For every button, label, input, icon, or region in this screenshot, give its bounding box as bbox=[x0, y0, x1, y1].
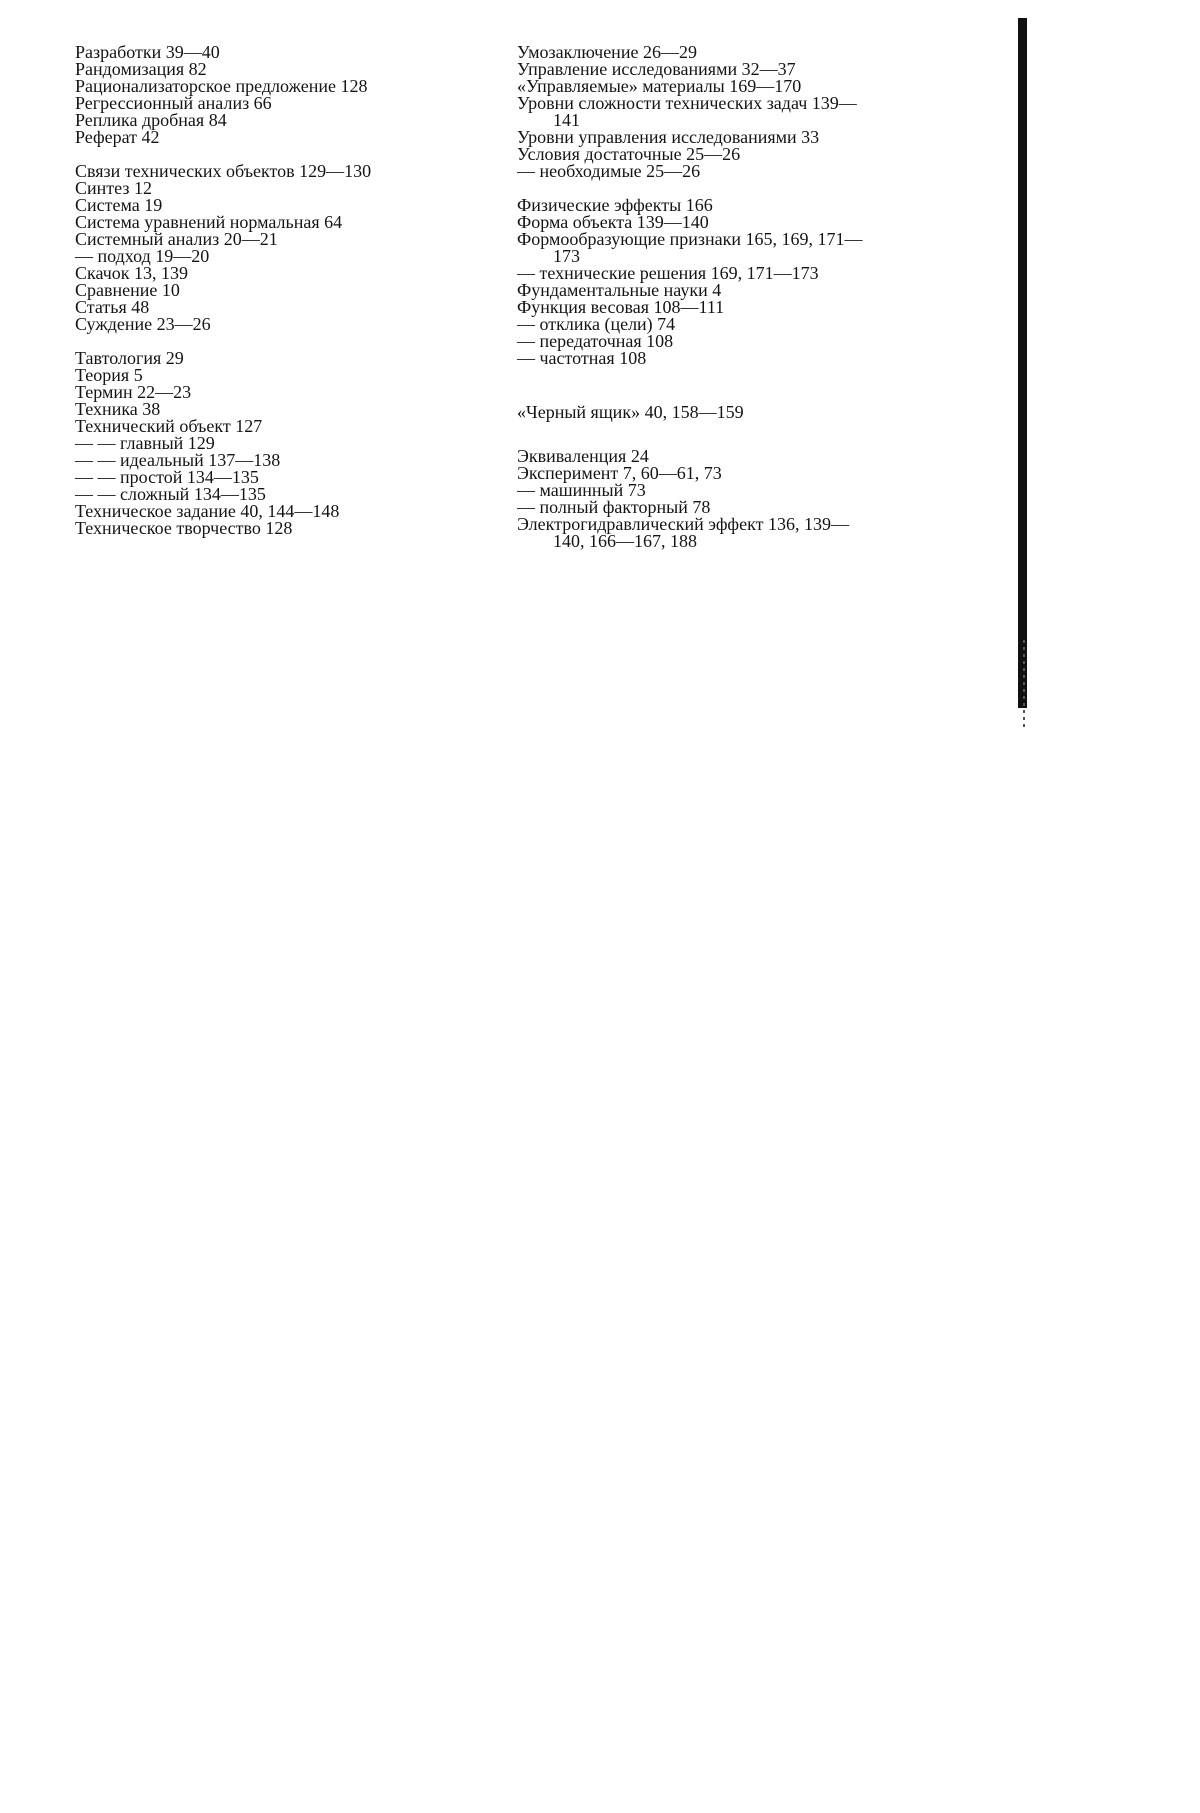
index-entry-text: Реплика дробная 84 bbox=[75, 110, 227, 130]
index-entry-text: Условия достаточные 25—26 bbox=[517, 144, 741, 164]
index-entry-text: Система 19 bbox=[75, 195, 163, 215]
index-entry-text: Тавтология 29 bbox=[75, 348, 184, 368]
index-entry-text: Разработки 39—40 bbox=[75, 42, 220, 62]
index-entry-text: Умозаключение 26—29 bbox=[517, 42, 697, 62]
index-entry-text: Электрогидравлический эффект 136, 139— bbox=[517, 514, 849, 534]
index-entry-text: — подход 19—20 bbox=[75, 246, 210, 266]
index-entry-text: Эксперимент 7, 60—61, 73 bbox=[517, 463, 722, 483]
index-entry-text: Скачок 13, 139 bbox=[75, 263, 189, 283]
index-entry-text: Эквиваленция 24 bbox=[517, 446, 649, 466]
index-entry-continuation: 141 bbox=[553, 110, 580, 130]
index-entry bbox=[517, 231, 937, 265]
index-entry-text: Система уравнений нормальная 64 bbox=[75, 212, 343, 232]
index-group bbox=[75, 163, 495, 333]
index-entry bbox=[517, 350, 937, 367]
scan-edge-shadow bbox=[1018, 18, 1027, 708]
scan-edge-trail bbox=[1023, 640, 1025, 730]
index-entry-text: «Управляемые» материалы 169—170 bbox=[517, 76, 802, 96]
index-entry-text: Теория 5 bbox=[75, 365, 143, 385]
index-entry-text: — передаточная 108 bbox=[517, 331, 674, 351]
index-entry-text: Управление исследованиями 32—37 bbox=[517, 59, 796, 79]
index-entry-text: Форма объекта 139—140 bbox=[517, 212, 709, 232]
index-entry-text: Рандомизация 82 bbox=[75, 59, 207, 79]
index-entry-text: — — идеальный 137—138 bbox=[75, 450, 281, 470]
index-group bbox=[517, 197, 937, 367]
index-entry bbox=[517, 95, 937, 129]
index-entry-text: Реферат 42 bbox=[75, 127, 160, 147]
index-entry-text: Техника 38 bbox=[75, 399, 161, 419]
index-entry bbox=[75, 316, 495, 333]
index-entry-text: Регрессионный анализ 66 bbox=[75, 93, 272, 113]
index-entry bbox=[75, 129, 495, 146]
index-entry bbox=[517, 516, 937, 550]
index-entry bbox=[517, 163, 937, 180]
index-entry-text: Сравнение 10 bbox=[75, 280, 180, 300]
index-right-column bbox=[517, 44, 937, 550]
index-entry-text: — необходимые 25—26 bbox=[517, 161, 701, 181]
index-entry-text: Связи технических объектов 129—130 bbox=[75, 161, 372, 181]
index-entry-text: Физические эффекты 166 bbox=[517, 195, 713, 215]
index-group bbox=[75, 44, 495, 146]
index-group bbox=[75, 350, 495, 537]
index-entry-text: — машинный 73 bbox=[517, 480, 646, 500]
index-entry-text: — частотная 108 bbox=[517, 348, 647, 368]
index-entry-text: Рационализаторское предложение 128 bbox=[75, 76, 368, 96]
index-entry-text: Термин 22—23 bbox=[75, 382, 192, 402]
index-group bbox=[517, 448, 937, 550]
index-entry-text: — технические решения 169, 171—173 bbox=[517, 263, 819, 283]
index-entry-text: Функция весовая 108—111 bbox=[517, 297, 725, 317]
index-entry-text: — отклика (цели) 74 bbox=[517, 314, 676, 334]
index-entry-continuation: 173 bbox=[553, 246, 580, 266]
index-entry-text: — — главный 129 bbox=[75, 433, 215, 453]
index-left-column bbox=[75, 44, 495, 537]
index-group bbox=[517, 404, 937, 421]
index-entry-text: «Черный ящик» 40, 158—159 bbox=[517, 402, 744, 422]
index-entry-text: Суждение 23—26 bbox=[75, 314, 211, 334]
index-entry-text: — полный факторный 78 bbox=[517, 497, 711, 517]
index-group bbox=[517, 44, 937, 180]
index-entry-text: Формообразующие признаки 165, 169, 171— bbox=[517, 229, 863, 249]
index-entry bbox=[517, 404, 937, 421]
index-entry-text: Уровни сложности технических задач 139— bbox=[517, 93, 857, 113]
index-entry-text: Статья 48 bbox=[75, 297, 150, 317]
index-entry-text: — — сложный 134—135 bbox=[75, 484, 266, 504]
index-entry-text: Техническое творчество 128 bbox=[75, 518, 293, 538]
index-entry-text: Уровни управления исследованиями 33 bbox=[517, 127, 820, 147]
index-entry-text: Синтез 12 bbox=[75, 178, 152, 198]
index-entry-continuation: 140, 166—167, 188 bbox=[553, 531, 697, 551]
index-entry bbox=[75, 520, 495, 537]
index-entry-text: — — простой 134—135 bbox=[75, 467, 259, 487]
index-entry-text: Техническое задание 40, 144—148 bbox=[75, 501, 340, 521]
index-entry-text: Системный анализ 20—21 bbox=[75, 229, 278, 249]
index-entry-text: Фундаментальные науки 4 bbox=[517, 280, 722, 300]
index-entry-text: Технический объект 127 bbox=[75, 416, 263, 436]
